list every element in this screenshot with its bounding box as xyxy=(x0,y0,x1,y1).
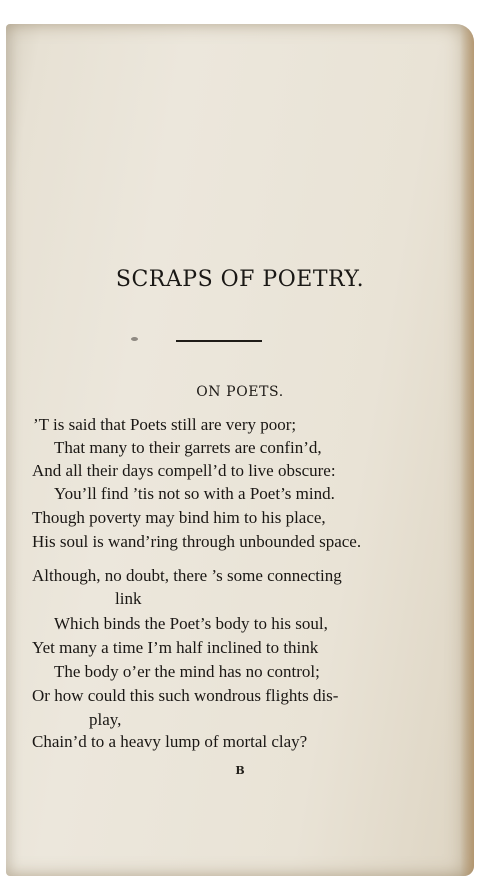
divider-rule xyxy=(176,340,262,342)
page-heading: SCRAPS OF POETRY. xyxy=(115,267,365,292)
poem-line: Chain’d to a heavy lump of mortal clay? xyxy=(32,732,308,751)
poem-line: Which binds the Poet’s body to his soul, xyxy=(54,614,328,633)
poem-line: Although, no doubt, there ’s some connecting xyxy=(32,566,342,585)
poem-title: ON POETS. xyxy=(196,384,284,400)
poem-line: Yet many a time I’m half inclined to think xyxy=(32,638,319,657)
poem-line: Though poverty may bind him to his place, xyxy=(32,508,326,527)
poem-line: His soul is wand’ring through unbounded space. xyxy=(32,532,362,551)
poem-line: Or how could this such wondrous flights dis- xyxy=(32,686,339,705)
poem-line: And all their days compell’d to live obscure: xyxy=(32,461,336,480)
poem-line: The body o’er the mind has no control; xyxy=(54,662,320,681)
book-page xyxy=(6,24,474,876)
poem-line: That many to their garrets are confin’d, xyxy=(54,438,322,457)
poem-line: play, xyxy=(89,710,122,729)
poem-line: link xyxy=(115,589,142,608)
poem-line: ’T is said that Poets still are very poor; xyxy=(33,415,297,434)
page-edge-stain xyxy=(460,24,474,876)
poem-line: You’ll find ’tis not so with a Poet’s mind. xyxy=(54,484,335,503)
signature-mark: B xyxy=(235,764,245,777)
paper-spot xyxy=(131,337,138,341)
